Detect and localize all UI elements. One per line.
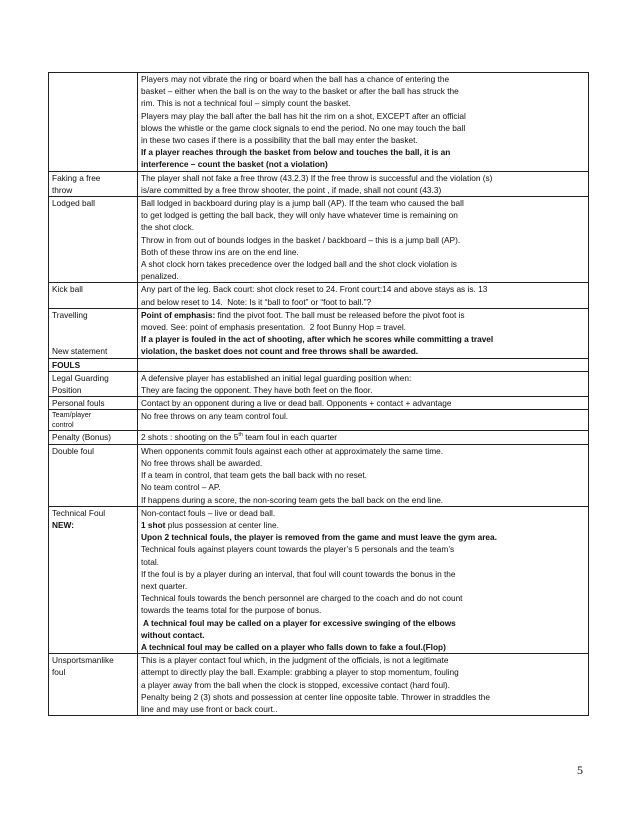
rule-text: the shot clock. (141, 222, 195, 233)
rule-topic-line: Kick ball (52, 284, 83, 295)
rule-text-line (141, 110, 585, 122)
rule-text-line (141, 270, 585, 282)
rule-text: and below reset to 14. Note: Is it “ball to foot” or “foot to ball.”? (141, 296, 372, 307)
rule-row (49, 410, 589, 431)
rule-topic-line: Team/player (52, 410, 92, 420)
rule-row (49, 308, 589, 358)
rule-text: This is a player contact foul which, in the judgment of the officials, is not a legitimate (141, 655, 449, 666)
rule-text: When opponents commit fouls against each other at approximately the same time. (141, 445, 444, 456)
rule-description-cell (138, 444, 589, 506)
rule-topic-cell (49, 283, 138, 308)
rule-text: next quarter. (141, 580, 188, 591)
rule-text-line (141, 221, 585, 233)
rule-text: basket – either when the ball is on the way to the basket or after the ball has struck the (141, 86, 459, 97)
rule-text: A shot clock horn takes precedence over the lodged ball and the shot clock violation is (141, 259, 457, 270)
rule-description-cell (138, 654, 589, 716)
rules-table (48, 72, 589, 716)
rule-text-line (141, 457, 585, 469)
section-empty-cell (138, 358, 589, 371)
rule-text-line (141, 209, 585, 221)
page-number: 5 (577, 763, 583, 777)
rule-text-line (141, 122, 585, 134)
rule-text-line (141, 494, 585, 506)
rule-text: A technical foul may be called on a player who falls down to fake a foul.(Flop) (141, 641, 446, 652)
rule-text-line (141, 519, 585, 531)
rule-topic-cell (49, 431, 138, 444)
rule-text: Contact by an opponent during a live or dead ball. Opponents + contact + advantage (141, 398, 452, 409)
rule-topic-cell (49, 410, 138, 431)
rule-topic-cell (49, 197, 138, 283)
rule-row (49, 654, 589, 716)
rule-topic-line: Personal fouls (52, 398, 105, 409)
rule-text-line (141, 617, 585, 629)
rule-topic-cell (49, 654, 138, 716)
ordinal-superscript: th (238, 432, 243, 439)
rule-topic-line: NEW: (52, 519, 74, 530)
rule-text-line (141, 85, 585, 97)
rule-text-line (141, 666, 585, 678)
rule-topic-line: Faking a free (52, 172, 101, 183)
rule-text-line (141, 410, 585, 422)
rule-text: If a player reaches through the basket from below and touches the ball, it is an (141, 147, 451, 158)
rule-description-cell (138, 506, 589, 653)
rule-topic-line (52, 321, 134, 333)
rule-text-line (141, 333, 585, 345)
rule-text: in these two cases if there is a possibility that the ball may enter the basket. (141, 135, 418, 146)
rule-text: penalized. (141, 271, 179, 282)
rule-text: 2 shots : shooting on the 5 (141, 432, 239, 443)
rule-row (49, 73, 589, 172)
rule-text-line (141, 691, 585, 703)
rule-description-cell (138, 371, 589, 396)
rule-text: They are facing the opponent. They have both feet on the floor. (141, 385, 373, 396)
rule-topic-line: Position (52, 385, 82, 396)
rule-text: violation, the basket does not count and free throws shall be awarded. (141, 346, 419, 357)
rule-text-line (141, 321, 585, 333)
rule-topic-cell (49, 506, 138, 653)
rule-description-cell (138, 410, 589, 431)
rule-row (49, 431, 589, 444)
rule-text: If the foul is by a player during an interval, that foul will count towards the bonus in the (141, 568, 456, 579)
rule-topic-line: Unsportsmanlike (52, 655, 114, 666)
rule-text-line (141, 134, 585, 146)
rule-text: The player shall not fake a free throw (43.2.3) If the free throw is successful and the violation (s) (141, 172, 493, 183)
rule-text-line (141, 641, 585, 653)
rule-topic-line: Double foul (52, 445, 94, 456)
rule-text-line (141, 445, 585, 457)
rule-text-line (141, 556, 585, 568)
rule-text: Throw in from out of bounds lodges in the basket / backboard – this is a jump ball (AP). (141, 234, 461, 245)
rule-row (49, 197, 589, 283)
rule-topic-line: Legal Guarding (52, 372, 109, 383)
rule-row (49, 444, 589, 506)
rule-emphasis-text: 1 shot (141, 519, 166, 530)
rule-text: Penalty being 2 (3) shots and possession at center line opposite table. Thrower in straddles the (141, 691, 490, 702)
rule-topic-line (52, 333, 134, 345)
rule-text-line (141, 604, 585, 616)
section-header-row (49, 358, 589, 371)
rule-text: total. (141, 556, 159, 567)
rule-topic-line: control (52, 420, 74, 430)
rule-topic-cell (49, 171, 138, 196)
rule-text: A technical foul may be called on a player for excessive swinging of the elbows (141, 617, 456, 628)
rule-text-line (141, 73, 585, 85)
rule-text: is/are committed by a free throw shooter, the point , if made, shall not count (43.3) (141, 184, 442, 195)
rule-text: No free throws on any team control foul. (141, 411, 289, 422)
rule-topic-line: Lodged ball (52, 198, 95, 209)
rule-row (49, 283, 589, 308)
rule-description-cell (138, 397, 589, 410)
rule-text-line (141, 481, 585, 493)
rule-text-line (141, 97, 585, 109)
rule-topic-line: throw (52, 184, 73, 195)
rule-text: If happens during a score, the non-scoring team gets the ball back on the end line. (141, 494, 444, 505)
rule-text-line (141, 431, 585, 443)
rule-text: Players may play the ball after the ball has hit the rim on a shot, EXCEPT after an official (141, 110, 466, 121)
rule-text: Non-contact fouls – live or dead ball. (141, 507, 276, 518)
rule-text: blows the whistle or the game clock signals to end the period. No one may touch the ball (141, 122, 466, 133)
rule-description-cell (138, 171, 589, 196)
rule-text: No team control – AP. (141, 482, 221, 493)
rule-text-line (141, 580, 585, 592)
rule-text: Technical fouls towards the bench personnel are charged to the coach and do not count (141, 593, 463, 604)
rule-text: If a team in control, that team gets the ball back with no reset. (141, 470, 367, 481)
rule-topic-cell (49, 444, 138, 506)
rule-text: Ball lodged in backboard during play is a jump ball (AP). If the team who caused the ball (141, 198, 464, 209)
rule-description-cell (138, 308, 589, 358)
rule-text-line (141, 296, 585, 308)
rule-text-line (141, 592, 585, 604)
rule-topic-line: New statement (52, 346, 108, 357)
rule-text-line (141, 345, 585, 357)
rule-text: without contact. (141, 629, 205, 640)
rule-row (49, 506, 589, 653)
rule-text: Both of these throw ins are on the end line. (141, 246, 299, 257)
rule-text: Any part of the leg. Back court: shot clock reset to 24. Front court:14 and above stays as is. 13 (141, 284, 488, 295)
rule-text-line (141, 158, 585, 170)
rule-text-line (141, 568, 585, 580)
rules-body (49, 73, 589, 716)
rule-description-cell (138, 197, 589, 283)
rule-text-line (141, 246, 585, 258)
rule-text: Upon 2 technical fouls, the player is removed from the game and must leave the gym area. (141, 532, 497, 543)
rule-text-line (141, 703, 585, 715)
rule-text-line (141, 283, 585, 295)
rule-text-line (141, 184, 585, 196)
rule-text-line (141, 309, 585, 321)
rule-text: line and may use front or back court.. (141, 703, 278, 714)
rule-topic-line: Technical Foul (52, 507, 106, 518)
rule-text-line (141, 234, 585, 246)
rule-topic-cell (49, 73, 138, 172)
rule-text-line (141, 197, 585, 209)
rule-text: A defensive player has established an initial legal guarding position when: (141, 372, 412, 383)
rule-text: a player away from the ball when the clock is stopped, excessive contact (hard foul). (141, 679, 450, 690)
rule-text-line (141, 172, 585, 184)
rule-text: Players may not vibrate the ring or board when the ball has a chance of entering the (141, 74, 450, 84)
rule-text-line (141, 629, 585, 641)
rule-text-line (141, 679, 585, 691)
rule-text-line (141, 384, 585, 396)
rule-text: moved. See: point of emphasis presentation. 2 foot Bunny Hop = travel. (141, 322, 406, 333)
rule-description-cell (138, 283, 589, 308)
rule-text: If a player is fouled in the act of shooting, after which he scores while committing a travel (141, 334, 494, 345)
rule-text: attempt to directly play the ball. Example: grabbing a player to stop momentum, fouling (141, 667, 459, 678)
rule-text: rim. This is not a technical foul – simply count the basket. (141, 98, 351, 109)
rule-text: No free throws shall be awarded. (141, 457, 263, 468)
rule-text: plus possession at center line. (165, 519, 279, 530)
section-title: FOULS (49, 358, 138, 371)
rule-row (49, 171, 589, 196)
rule-description-cell (138, 431, 589, 444)
rule-topic-cell (49, 397, 138, 410)
rule-text-line (141, 372, 585, 384)
rule-description-cell (138, 73, 589, 172)
rule-text-line (141, 258, 585, 270)
rule-text: find the pivot foot. The ball must be released before the pivot foot is (215, 309, 465, 320)
rule-text-line (141, 469, 585, 481)
rule-emphasis-text: Point of emphasis: (141, 309, 216, 320)
rule-topic-line: Travelling (52, 309, 88, 320)
rule-text-line (141, 654, 585, 666)
rule-topic-line: Penalty (Bonus) (52, 432, 112, 443)
rule-text: to get lodged is getting the ball back, they will only have whatever time is remaining on (141, 210, 458, 221)
rule-topic-cell (49, 308, 138, 358)
rule-text-line (141, 531, 585, 543)
rule-text: towards the teams total for the purpose of bonus. (141, 605, 322, 616)
rule-text: team foul in each quarter (242, 432, 338, 443)
rule-topic-cell (49, 371, 138, 396)
rule-text-line (141, 146, 585, 158)
rule-row (49, 371, 589, 396)
rule-text-line (141, 507, 585, 519)
rule-text-line (141, 543, 585, 555)
rule-row (49, 397, 589, 410)
rule-text: interference – count the basket (not a violation) (141, 159, 328, 170)
rule-text-line (141, 397, 585, 409)
rule-topic-line: foul (52, 667, 66, 678)
rule-text: Technical fouls against players count towards the player’s 5 personals and the team’s (141, 544, 455, 555)
